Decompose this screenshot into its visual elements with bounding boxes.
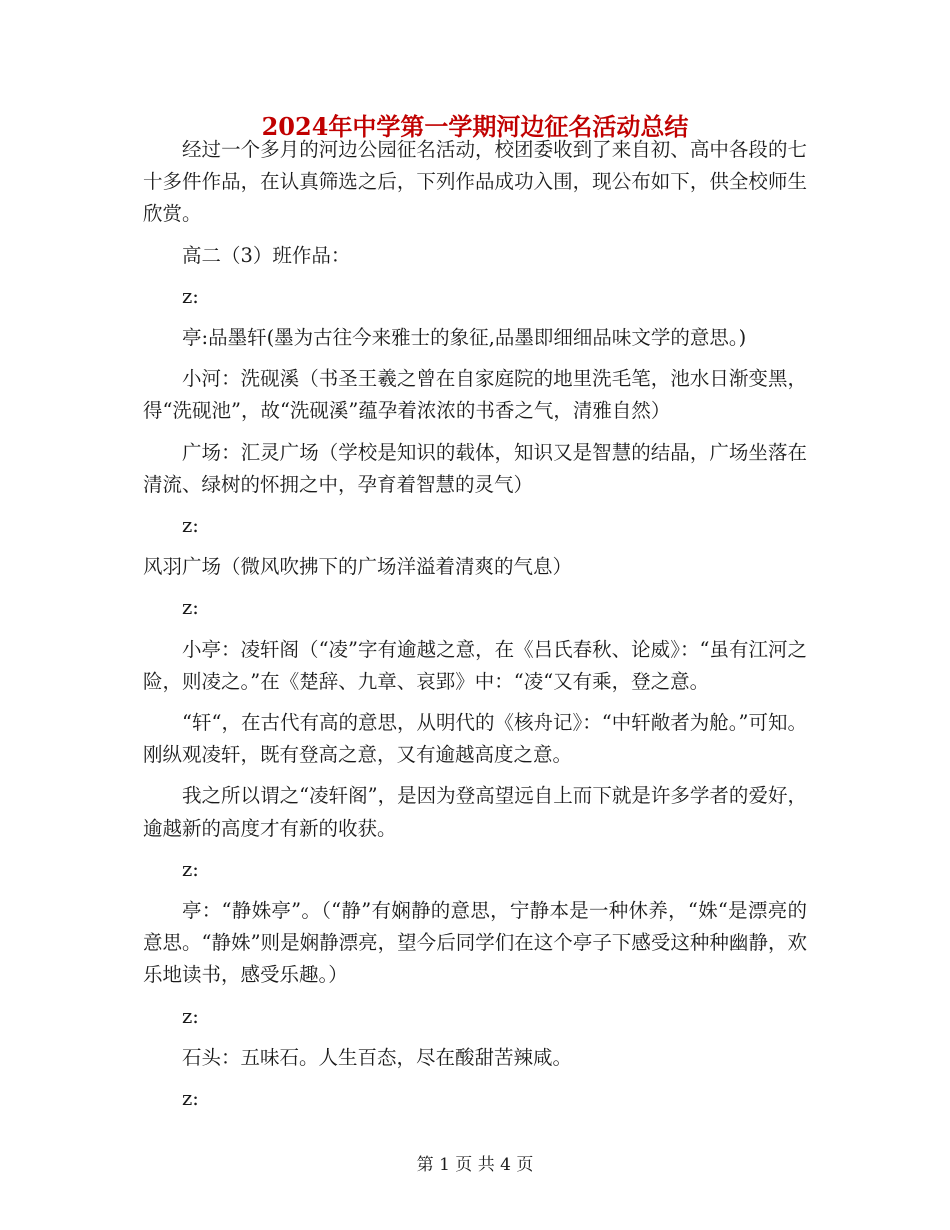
paragraph-author-mark: z: — [182, 857, 199, 881]
paragraph-author-mark: z: — [182, 284, 199, 308]
paragraph-lingxuange-reason: 我之所以谓之“凌轩阁”，是因为登高望远自上而下就是许多学者的爱好，逾越新的高度才有新的收获。 — [143, 784, 807, 840]
paragraph-entry-lingxuange: 小亭：凌轩阁（“凌”字有逾越之意，在《吕氏春秋、论威》：“虽有江河之险，则凌之。”在《楚辞、九章、哀郢》中：“凌“又有乘，登之意。 — [143, 637, 807, 693]
paragraph-author-mark: z: — [182, 596, 199, 620]
page-footer: 第 1 页 共 4 页 — [416, 1155, 534, 1175]
paragraph-intro: 经过一个多月的河边公园征名活动，校团委收到了来自初、高中各段的七十多件作品，在认真筛选之后，下列作品成功入围，现公布如下，供全校师生欣赏。 — [143, 138, 807, 226]
document-body — [143, 134, 807, 1115]
paragraph-xuan-explanation: “轩“，在古代有高的意思，从明代的《核舟记》：“中轩敞者为舱。”可知。刚纵观凌轩，既有登高之意，又有逾越高度之意。 — [143, 711, 807, 767]
paragraph-entry-fengyu-square: 风羽广场（微风吹拂下的广场洋溢着清爽的气息） — [143, 555, 573, 579]
paragraph-author-mark: z: — [182, 1087, 199, 1111]
paragraph-entry-xiyanxi: 小河：洗砚溪（书圣王羲之曾在自家庭院的地里洗毛笔，池水日渐变黑，得“洗砚池”，故“洗砚溪”蕴孕着浓浓的书香之气，清雅自然） — [143, 367, 807, 423]
paragraph-entry-huiling-square: 广场：汇灵广场（学校是知识的载体，知识又是智慧的结晶，广场坐落在清流、绿树的怀拥之中，孕育着智慧的灵气） — [143, 440, 807, 496]
paragraph-author-mark: z: — [182, 1004, 199, 1028]
paragraph-entry-jingshu-pavilion: 亭：“静姝亭”。（“静”有娴静的意思，宁静本是一种休养，“姝“是漂亮的意思。“静姝”则是娴静漂亮，望今后同学们在这个亭子下感受这种种幽静，欢乐地读书，感受乐趣。） — [143, 899, 807, 987]
document-title: 2024年中学第一学期河边征名活动总结 — [261, 112, 689, 141]
paragraph-entry-pinmoxuan: 亭:品墨轩(墨为古往今来雅士的象征,品墨即细细品味文学的意思。) — [182, 326, 747, 350]
paragraph-class-heading: 高二（3）班作品： — [182, 243, 351, 267]
paragraph-entry-wuwei-stone: 石头：五味石。人生百态，尽在酸甜苦辣咸。 — [182, 1045, 573, 1069]
paragraph-author-mark: z: — [182, 514, 199, 538]
